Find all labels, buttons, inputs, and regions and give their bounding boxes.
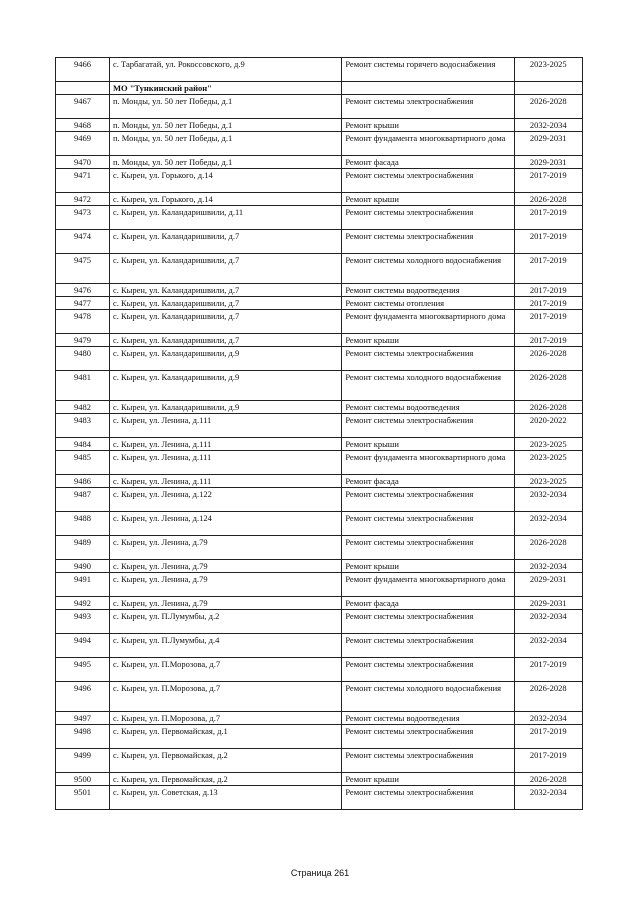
row-number-cell: 9474: [56, 230, 110, 254]
address-cell: с. Кырен, ул. Каландаришвили, д.7: [109, 310, 341, 334]
row-number-cell: 9489: [56, 536, 110, 560]
table-row: [56, 451, 583, 475]
address-cell: с. Кырен, ул. Ленина, д.111: [109, 475, 341, 488]
period-cell: 2029-2031: [514, 573, 582, 597]
row-number-cell: 9476: [56, 284, 110, 297]
address-cell: п. Монды, ул. 50 лет Победы, д.1: [109, 132, 341, 156]
work-type-cell: Ремонт крыши: [342, 119, 514, 132]
work-type-cell: Ремонт системы водоотведения: [342, 712, 514, 725]
work-type-cell: Ремонт системы электроснабжения: [342, 658, 514, 682]
period-cell: 2032-2034: [514, 634, 582, 658]
row-number-cell: 9471: [56, 169, 110, 193]
period-cell: 2017-2019: [514, 725, 582, 749]
table-row: [56, 119, 583, 132]
work-type-cell: Ремонт фундамента многоквартирного дома: [342, 310, 514, 334]
address-cell: с. Кырен, ул. Ленина, д.124: [109, 512, 341, 536]
table-body: [56, 58, 583, 810]
table-row: [56, 725, 583, 749]
table-row: [56, 193, 583, 206]
period-cell: 2032-2034: [514, 512, 582, 536]
table-row: [56, 658, 583, 682]
work-type-cell: Ремонт фасада: [342, 475, 514, 488]
row-number-cell: 9495: [56, 658, 110, 682]
row-number-cell: 9475: [56, 254, 110, 284]
period-cell: 2029-2031: [514, 132, 582, 156]
row-number-cell: 9468: [56, 119, 110, 132]
period-cell: 2023-2025: [514, 438, 582, 451]
row-number-cell: 9469: [56, 132, 110, 156]
table-row: [56, 786, 583, 810]
section-row: [56, 82, 583, 95]
address-cell: с. Кырен, ул. Первомайская, д.1: [109, 725, 341, 749]
work-type-cell: Ремонт системы электроснабжения: [342, 169, 514, 193]
period-cell: 2017-2019: [514, 254, 582, 284]
work-type-cell: Ремонт системы холодного водоснабжения: [342, 371, 514, 401]
table-row: [56, 230, 583, 254]
table-row: [56, 132, 583, 156]
address-cell: с. Кырен, ул. Каландаришвили, д.7: [109, 334, 341, 347]
work-type-cell: Ремонт фундамента многоквартирного дома: [342, 132, 514, 156]
row-number-cell: 9500: [56, 773, 110, 786]
address-cell: с. Кырен, ул. Советская, д.13: [109, 786, 341, 810]
period-cell: 2032-2034: [514, 560, 582, 573]
period-cell: 2023-2025: [514, 475, 582, 488]
address-cell: с. Кырен, ул. П.Лумумбы, д.2: [109, 610, 341, 634]
row-number-cell: 9497: [56, 712, 110, 725]
table-row: [56, 414, 583, 438]
work-type-cell: Ремонт системы холодного водоснабжения: [342, 682, 514, 712]
section-empty-cell: [342, 82, 514, 95]
row-number-cell: 9466: [56, 58, 110, 82]
address-cell: с. Кырен, ул. Ленина, д.111: [109, 438, 341, 451]
period-cell: 2017-2019: [514, 284, 582, 297]
row-number-cell: 9481: [56, 371, 110, 401]
row-number-cell: 9492: [56, 597, 110, 610]
row-number-cell: 9499: [56, 749, 110, 773]
period-cell: 2032-2034: [514, 119, 582, 132]
period-cell: 2026-2028: [514, 371, 582, 401]
period-cell: 2026-2028: [514, 193, 582, 206]
row-number-cell: 9490: [56, 560, 110, 573]
address-cell: с. Кырен, ул. Каландаришвили, д.7: [109, 297, 341, 310]
row-number-cell: 9484: [56, 438, 110, 451]
period-cell: 2017-2019: [514, 230, 582, 254]
work-type-cell: Ремонт системы электроснабжения: [342, 512, 514, 536]
address-cell: с. Кырен, ул. П.Лумумбы, д.4: [109, 634, 341, 658]
row-number-cell: 9487: [56, 488, 110, 512]
row-number-cell: 9467: [56, 95, 110, 119]
table-row: [56, 597, 583, 610]
period-cell: 2026-2028: [514, 536, 582, 560]
address-cell: с. Кырен, ул. Каландаришвили, д.7: [109, 284, 341, 297]
period-cell: 2026-2028: [514, 682, 582, 712]
work-type-cell: Ремонт системы водоотведения: [342, 401, 514, 414]
table-row: [56, 512, 583, 536]
period-cell: 2017-2019: [514, 169, 582, 193]
table-row: [56, 347, 583, 371]
work-type-cell: Ремонт системы горячего водоснабжения: [342, 58, 514, 82]
address-cell: с. Кырен, ул. Каландаришвили, д.9: [109, 347, 341, 371]
table-row: [56, 773, 583, 786]
row-number-cell: 9480: [56, 347, 110, 371]
work-type-cell: Ремонт системы отопления: [342, 297, 514, 310]
work-type-cell: Ремонт крыши: [342, 773, 514, 786]
row-number-cell: 9488: [56, 512, 110, 536]
section-empty-cell: [514, 82, 582, 95]
address-cell: с. Кырен, ул. Каландаришвили, д.9: [109, 401, 341, 414]
row-number-cell: 9501: [56, 786, 110, 810]
period-cell: 2026-2028: [514, 401, 582, 414]
address-cell: с. Кырен, ул. П.Морозова, д.7: [109, 658, 341, 682]
work-type-cell: Ремонт системы холодного водоснабжения: [342, 254, 514, 284]
table-row: [56, 749, 583, 773]
table-row: [56, 334, 583, 347]
work-type-cell: Ремонт системы водоотведения: [342, 284, 514, 297]
address-cell: с. Кырен, ул. Каландаришвили, д.11: [109, 206, 341, 230]
period-cell: 2026-2028: [514, 773, 582, 786]
table-row: [56, 610, 583, 634]
row-number-cell: 9477: [56, 297, 110, 310]
table-row: [56, 475, 583, 488]
work-type-cell: Ремонт крыши: [342, 560, 514, 573]
address-cell: с. Кырен, ул. Первомайская, д.2: [109, 749, 341, 773]
address-cell: с. Кырен, ул. Ленина, д.79: [109, 536, 341, 560]
address-cell: с. Кырен, ул. Первомайская, д.2: [109, 773, 341, 786]
address-cell: с. Кырен, ул. П.Морозова, д.7: [109, 712, 341, 725]
table-row: [56, 560, 583, 573]
period-cell: 2017-2019: [514, 334, 582, 347]
work-type-cell: Ремонт системы электроснабжения: [342, 206, 514, 230]
address-cell: с. Кырен, ул. Ленина, д.122: [109, 488, 341, 512]
table-row: [56, 297, 583, 310]
table-row: [56, 401, 583, 414]
work-type-cell: Ремонт системы электроснабжения: [342, 725, 514, 749]
period-cell: 2023-2025: [514, 451, 582, 475]
work-type-cell: Ремонт системы электроснабжения: [342, 347, 514, 371]
address-cell: с. Кырен, ул. П.Морозова, д.7: [109, 682, 341, 712]
work-type-cell: Ремонт крыши: [342, 193, 514, 206]
row-number-cell: 9493: [56, 610, 110, 634]
table-row: [56, 438, 583, 451]
address-cell: с. Тарбагатай, ул. Рокоссовского, д.9: [109, 58, 341, 82]
row-number-cell: 9478: [56, 310, 110, 334]
page-number: Страница 261: [290, 868, 350, 878]
work-type-cell: Ремонт фундамента многоквартирного дома: [342, 573, 514, 597]
period-cell: 2017-2019: [514, 310, 582, 334]
address-cell: с. Кырен, ул. Каландаришвили, д.9: [109, 371, 341, 401]
work-type-cell: Ремонт системы электроснабжения: [342, 230, 514, 254]
table-row: [56, 371, 583, 401]
row-number-cell: 9494: [56, 634, 110, 658]
period-cell: 2017-2019: [514, 749, 582, 773]
work-type-cell: Ремонт фасада: [342, 597, 514, 610]
row-number-cell: 9472: [56, 193, 110, 206]
table-row: [56, 254, 583, 284]
section-title: МО "Тункинский район": [109, 82, 341, 95]
table-row: [56, 95, 583, 119]
period-cell: 2032-2034: [514, 488, 582, 512]
address-cell: п. Монды, ул. 50 лет Победы, д.1: [109, 156, 341, 169]
work-type-cell: Ремонт системы электроснабжения: [342, 95, 514, 119]
work-type-cell: Ремонт системы электроснабжения: [342, 610, 514, 634]
work-type-cell: Ремонт крыши: [342, 334, 514, 347]
table-row: [56, 156, 583, 169]
work-type-cell: Ремонт системы электроснабжения: [342, 634, 514, 658]
period-cell: 2032-2034: [514, 786, 582, 810]
address-cell: с. Кырен, ул. Ленина, д.111: [109, 451, 341, 475]
address-cell: с. Кырен, ул. Ленина, д.79: [109, 560, 341, 573]
row-number-cell: 9483: [56, 414, 110, 438]
period-cell: 2020-2022: [514, 414, 582, 438]
row-number-cell: 9479: [56, 334, 110, 347]
work-type-cell: Ремонт системы электроснабжения: [342, 749, 514, 773]
table-row: [56, 488, 583, 512]
work-type-cell: Ремонт системы электроснабжения: [342, 488, 514, 512]
work-type-cell: Ремонт фасада: [342, 156, 514, 169]
address-cell: с. Кырен, ул. Горького, д.14: [109, 169, 341, 193]
period-cell: 2017-2019: [514, 206, 582, 230]
row-number-cell: 9486: [56, 475, 110, 488]
address-cell: с. Кырен, ул. Ленина, д.79: [109, 597, 341, 610]
address-cell: с. Кырен, ул. Ленина, д.111: [109, 414, 341, 438]
address-cell: п. Монды, ул. 50 лет Победы, д.1: [109, 95, 341, 119]
row-number-cell: 9473: [56, 206, 110, 230]
address-cell: с. Кырен, ул. Каландаришвили, д.7: [109, 230, 341, 254]
work-type-cell: Ремонт системы электроснабжения: [342, 786, 514, 810]
work-type-cell: Ремонт фундамента многоквартирного дома: [342, 451, 514, 475]
row-number-cell: 9496: [56, 682, 110, 712]
capital-repair-table: [55, 57, 583, 810]
table-row: [56, 284, 583, 297]
table-row: [56, 58, 583, 82]
work-type-cell: Ремонт крыши: [342, 438, 514, 451]
row-number-cell: 9491: [56, 573, 110, 597]
address-cell: с. Кырен, ул. Каландаришвили, д.7: [109, 254, 341, 284]
row-number-cell: 9498: [56, 725, 110, 749]
work-type-cell: Ремонт системы электроснабжения: [342, 536, 514, 560]
table-row: [56, 712, 583, 725]
table-row: [56, 634, 583, 658]
period-cell: 2029-2031: [514, 156, 582, 169]
address-cell: с. Кырен, ул. Горького, д.14: [109, 193, 341, 206]
row-number-cell: 9485: [56, 451, 110, 475]
work-type-cell: Ремонт системы электроснабжения: [342, 414, 514, 438]
table-row: [56, 536, 583, 560]
table-row: [56, 682, 583, 712]
table-row: [56, 310, 583, 334]
section-empty-cell: [56, 82, 110, 95]
period-cell: 2032-2034: [514, 712, 582, 725]
period-cell: 2029-2031: [514, 597, 582, 610]
table-row: [56, 169, 583, 193]
period-cell: 2026-2028: [514, 347, 582, 371]
row-number-cell: 9482: [56, 401, 110, 414]
address-cell: п. Монды, ул. 50 лет Победы, д.1: [109, 119, 341, 132]
address-cell: с. Кырен, ул. Ленина, д.79: [109, 573, 341, 597]
table-row: [56, 206, 583, 230]
table-row: [56, 573, 583, 597]
period-cell: 2032-2034: [514, 610, 582, 634]
period-cell: 2023-2025: [514, 58, 582, 82]
period-cell: 2026-2028: [514, 95, 582, 119]
period-cell: 2017-2019: [514, 297, 582, 310]
period-cell: 2017-2019: [514, 658, 582, 682]
row-number-cell: 9470: [56, 156, 110, 169]
